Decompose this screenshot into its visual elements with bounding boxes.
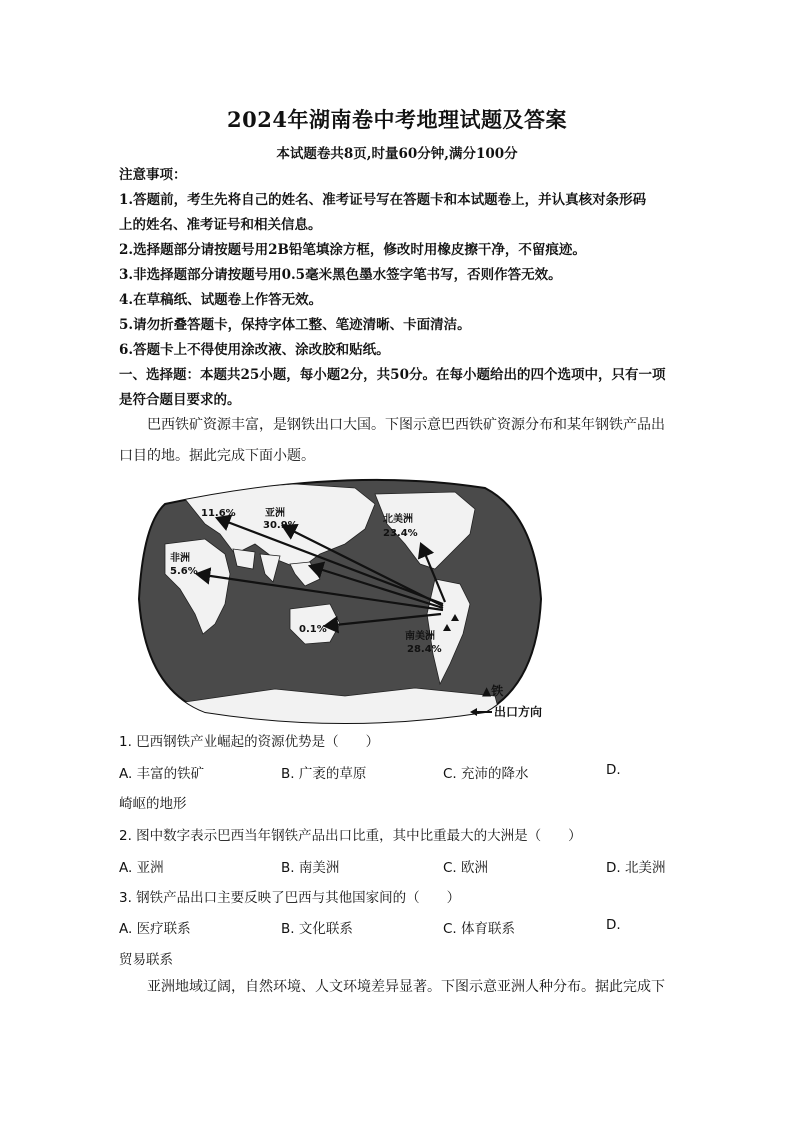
section-heading-cont: 是符合题目要求的。 xyxy=(119,392,241,408)
map-label-europe-pct: 11.6% xyxy=(201,508,236,519)
q1-option-c: C. 充沛的降水 xyxy=(443,766,529,782)
notes-section xyxy=(119,163,679,413)
q1-option-d-text: 崎岖的地形 xyxy=(119,796,187,812)
map-legend xyxy=(470,682,542,720)
legend-export: 出口方向 xyxy=(494,705,543,719)
map-label-north-america: 北美洲 xyxy=(383,514,413,525)
question-1-stem: 1. 巴西钢铁产业崛起的资源优势是（ ） xyxy=(119,734,380,750)
q3-option-c: C. 体育联系 xyxy=(443,921,516,937)
page-title: 2024年湖南卷中考地理试题及答案 xyxy=(227,107,567,132)
q1-option-d: D. xyxy=(606,762,621,778)
q2-option-d: D. 北美洲 xyxy=(606,860,666,876)
q1-option-a: A. 丰富的铁矿 xyxy=(119,766,205,782)
note-item: 4.在草稿纸、试题卷上作答无效。 xyxy=(119,292,323,308)
passage-asia xyxy=(119,972,679,1003)
legend-iron: ▲铁 xyxy=(482,684,504,698)
passage-brazil xyxy=(119,410,679,472)
map-label-asia: 亚洲 xyxy=(265,508,285,519)
map-label-asia-pct: 30.9% xyxy=(263,520,298,531)
passage-line: 巴西铁矿资源丰富，是钢铁出口大国。下图示意巴西铁矿资源分布和某年钢铁产品出 xyxy=(147,417,665,433)
note-item: 1.答题前，考生先将自己的姓名、准考证号写在答题卡和本试题卷上，并认真核对条形码 xyxy=(119,192,647,208)
map-label-north-america-pct: 23.4% xyxy=(383,528,418,539)
map-label-africa-pct: 5.6% xyxy=(170,566,198,577)
q3-option-a: A. 医疗联系 xyxy=(119,921,191,937)
question-2-stem: 2. 图中数字表示巴西当年钢铁产品出口比重，其中比重最大的大洲是（ ） xyxy=(119,828,582,844)
map-label-south-america-pct: 28.4% xyxy=(407,644,442,655)
notes-heading: 注意事项： xyxy=(119,167,187,183)
note-item: 3.非选择题部分请按题号用0.5毫米黑色墨水签字笔书写，否则作答无效。 xyxy=(119,267,562,283)
question-3-stem: 3. 钢铁产品出口主要反映了巴西与其他国家间的（ ） xyxy=(119,890,461,906)
exam-info: 本试题卷共8页,时量60分钟,满分100分 xyxy=(276,146,518,162)
map-label-south-america: 南美洲 xyxy=(405,631,435,642)
passage-line: 口目的地。据此完成下面小题。 xyxy=(119,448,315,464)
arrow-left-icon xyxy=(470,707,494,717)
map-label-oceania-pct: 0.1% xyxy=(299,624,327,635)
note-item: 5.请勿折叠答题卡，保持字体工整、笔迹清晰、卡面清洁。 xyxy=(119,317,471,333)
map-label-africa: 非洲 xyxy=(170,553,190,564)
section-heading: 一、选择题：本题共25小题，每小题2分，共50分。在每小题给出的四个选项中，只有一项 xyxy=(119,367,666,383)
passage-line: 亚洲地域辽阔，自然环境、人文环境差异显著。下图示意亚洲人种分布。据此完成下 xyxy=(147,979,665,995)
q2-option-c: C. 欧洲 xyxy=(443,860,489,876)
q3-option-d-text: 贸易联系 xyxy=(119,952,173,968)
note-item: 2.选择题部分请按题号用2B铅笔填涂方框，修改时用橡皮擦干净，不留痕迹。 xyxy=(119,242,586,258)
note-item: 上的姓名、准考证号和相关信息。 xyxy=(119,217,322,233)
note-item: 6.答题卡上不得使用涂改液、涂改胶和贴纸。 xyxy=(119,342,390,358)
q2-option-a: A. 亚洲 xyxy=(119,860,164,876)
q3-option-d: D. xyxy=(606,917,621,933)
q3-option-b: B. 文化联系 xyxy=(281,921,353,937)
q2-option-b: B. 南美洲 xyxy=(281,860,340,876)
q1-option-b: B. 广袤的草原 xyxy=(281,766,367,782)
